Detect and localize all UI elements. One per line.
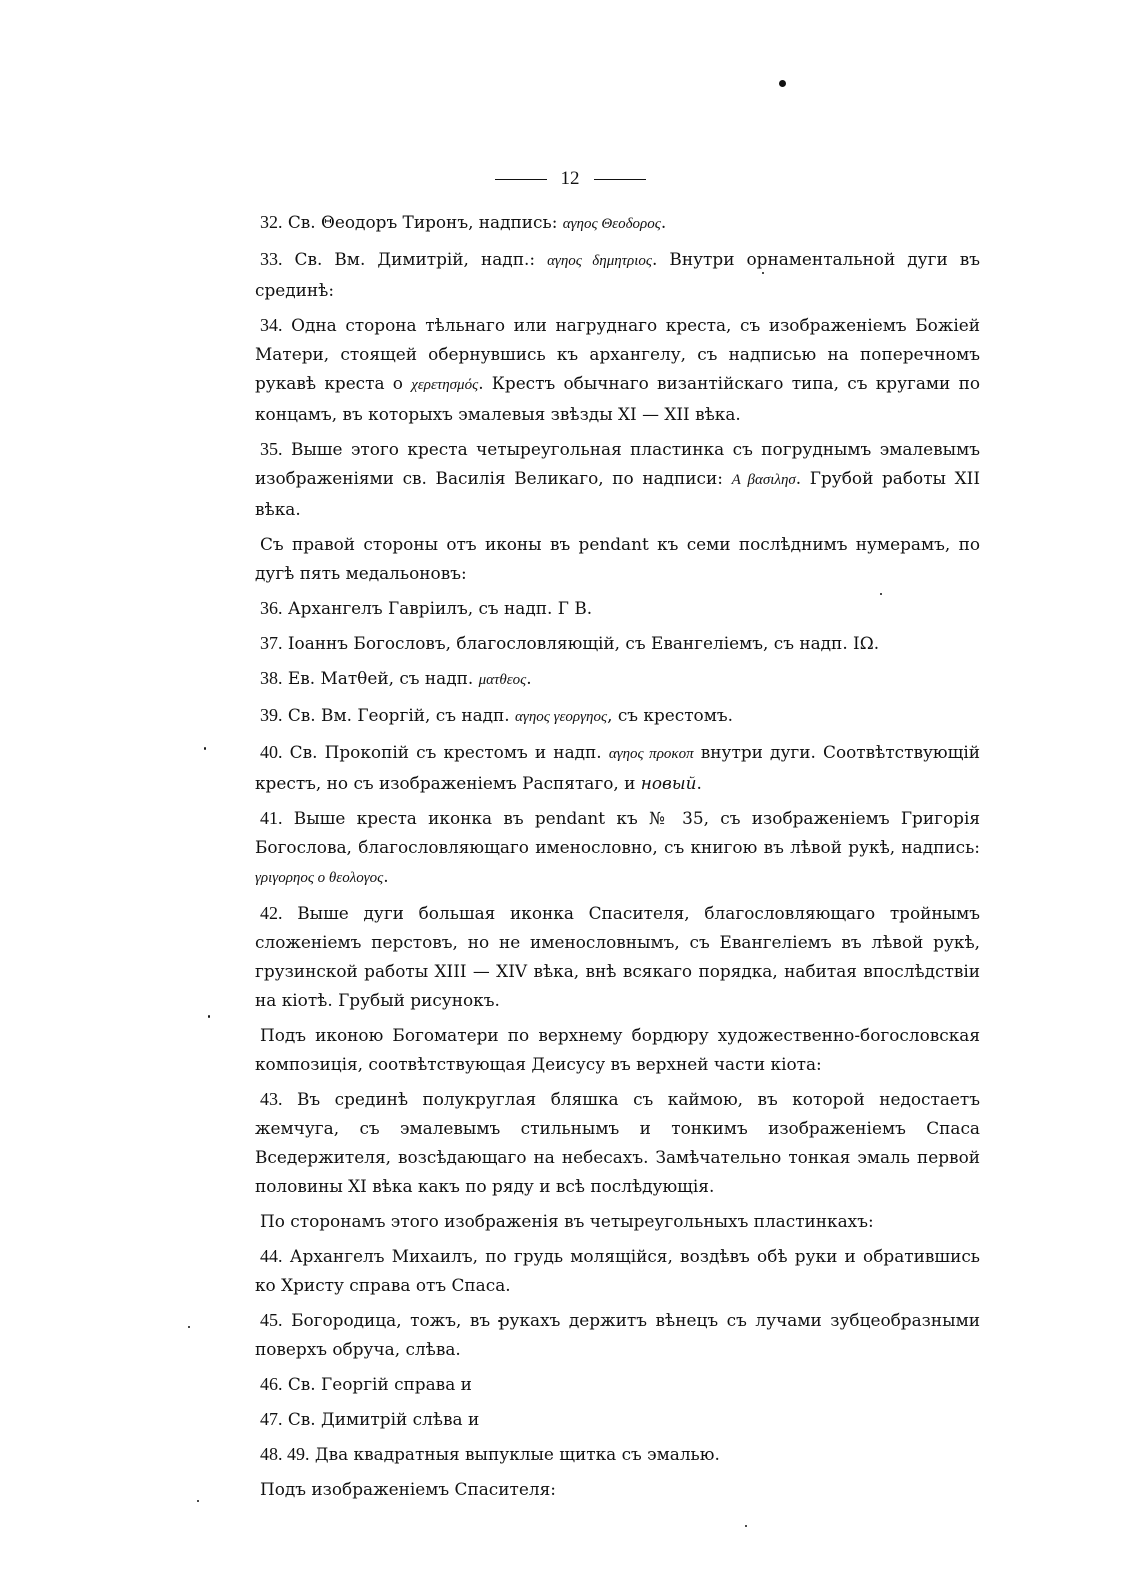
entry-number: 44. xyxy=(260,1246,283,1266)
entry-text: Архангелъ Гавріилъ, съ надп. Г В. xyxy=(287,598,593,618)
entry-text: По сторонамъ этого изображенія въ четыреугольныхъ пластинкахъ: xyxy=(260,1211,874,1231)
ink-speck xyxy=(197,1500,199,1502)
entry-text: Подъ иконою Богоматери по верхнему бордюру художественно-богословская композиція, соотвѣтствующая Деисусу въ верхней части кіота: xyxy=(255,1025,980,1074)
page-header xyxy=(0,168,1140,190)
entry-text: Архангелъ Михаилъ, по грудь молящійся, воздѣвъ обѣ руки и обратившись ко Христу справа отъ Спаса. xyxy=(255,1246,980,1295)
greek-inscription: αγηος Θεοδορος xyxy=(562,216,661,232)
greek-inscription: αγηος γεοργηος xyxy=(515,709,608,725)
greek-inscription: αγηος δημητριος xyxy=(547,253,653,269)
entry-number: 38. xyxy=(260,668,283,688)
entry-text: Съ правой стороны отъ иконы въ pendant къ семи послѣднимъ нумерамъ, по дугѣ пять медальоновъ: xyxy=(255,534,980,583)
entry-item xyxy=(255,311,980,429)
entry-number: 47. xyxy=(260,1409,283,1429)
entry-text: внутри дуги. Соотвѣтствующій крестъ, но съ изображеніемъ Распятаго, и xyxy=(255,742,980,793)
entry-number: 43. xyxy=(260,1089,283,1109)
section-paragraph xyxy=(255,530,980,588)
ink-speck xyxy=(779,80,786,87)
page-body xyxy=(255,208,980,1510)
entry-text: . xyxy=(660,212,667,232)
entry-item xyxy=(255,594,980,623)
entry-text: . Грубой работы XII вѣка. xyxy=(255,468,981,519)
entry-text: Выше дуги большая иконка Спасителя, благословляющаго тройнымъ сложеніемъ перстовъ, но не именословнымъ, съ Евангеліемъ въ лѣвой рукѣ, грузинской работы XIII — XIV вѣка, внѣ всякаго порядка, набитая впослѣдствіи на кіотѣ. Грубый рисунокъ. xyxy=(255,903,980,1010)
ink-speck xyxy=(208,1015,210,1018)
entry-item xyxy=(255,629,980,658)
entry-item xyxy=(255,664,980,695)
entry-number: 36. xyxy=(260,598,283,618)
entry-text: Ев. Матθей, съ надп. xyxy=(287,668,479,688)
entry-number: 33. xyxy=(260,249,283,269)
entry-text: Св. Вм. Георгій, съ надп. xyxy=(287,705,516,725)
entry-text: Св. Димитрій слѣва и xyxy=(287,1409,480,1429)
entry-text: Два квадратныя выпуклые щитка съ эмалью. xyxy=(314,1444,720,1464)
entry-item xyxy=(255,435,980,524)
entry-text: Іоаннъ Богословъ, благословляющій, съ Евангеліемъ, съ надп. ΙΩ. xyxy=(287,633,880,653)
entry-item xyxy=(255,738,980,798)
entry-item xyxy=(255,208,980,239)
entry-number: 35. xyxy=(260,439,283,459)
entry-text: Выше этого креста четыреугольная пластинка съ погруднымъ эмалевымъ изображеніями св. Василія Великаго, по надписи: xyxy=(255,439,980,488)
greek-inscription: χερετησμός xyxy=(411,377,479,393)
entry-number: 42. xyxy=(260,903,283,923)
header-rule-right xyxy=(594,179,646,180)
entry-item xyxy=(255,899,980,1015)
page-number: 12 xyxy=(560,168,580,189)
entry-number: 46. xyxy=(260,1374,283,1394)
entry-number: 32. xyxy=(260,212,283,232)
entry-text: . Внутри орнаментальной дуги въ срединѣ: xyxy=(255,249,980,300)
entry-item xyxy=(255,1242,980,1300)
entry-number: 48. 49. xyxy=(260,1444,310,1464)
entry-text: , съ крестомъ. xyxy=(607,705,733,725)
entry-text: Одна сторона тѣльнаго или нагруднаго креста, съ изображеніемъ Божіей Матери, стоящей обернувшись къ архангелу, съ надписью на поперечномъ рукавѣ креста о xyxy=(255,315,980,393)
entry-item xyxy=(255,245,980,305)
entry-item xyxy=(255,804,980,893)
entry-text: Св. Георгій справа и xyxy=(287,1374,472,1394)
entry-number: 39. xyxy=(260,705,283,725)
entry-number: 40. xyxy=(260,742,283,762)
entry-item xyxy=(255,1306,980,1364)
entry-item xyxy=(255,1370,980,1399)
entry-item xyxy=(255,1085,980,1201)
entry-text: Св. Прокопій съ крестомъ и надп. xyxy=(289,742,609,762)
section-paragraph xyxy=(255,1021,980,1079)
entry-text: . Крестъ обычнаго византійскаго типа, съ кругами по концамъ, въ которыхъ эмалевыя звѣзды XI — XII вѣка. xyxy=(255,373,980,424)
greek-inscription: αγηος προκοπ xyxy=(608,746,694,762)
entry-text: Богородица, тожъ, въ рукахъ держитъ вѣнецъ съ лучами зубцеобразными поверхъ обруча, слѣва. xyxy=(255,1310,980,1359)
entry-number: 41. xyxy=(260,808,283,828)
section-paragraph xyxy=(255,1207,980,1236)
entry-text: Св. Θеодоръ Тиронъ, надпись: xyxy=(287,212,563,232)
entry-text: Св. Вм. Димитрій, надп.: xyxy=(294,249,548,269)
entry-text: . xyxy=(526,668,532,688)
greek-inscription: ματθεος xyxy=(478,672,527,688)
entry-item xyxy=(255,1405,980,1434)
section-paragraph xyxy=(255,1475,980,1504)
entry-number: 34. xyxy=(260,315,283,335)
ink-speck xyxy=(204,747,206,750)
greek-inscription: Α βασιλησ xyxy=(731,472,796,488)
entry-text: Въ срединѣ полукруглая бляшка съ каймою, въ которой недостаетъ жемчуга, съ эмалевымъ стильнымъ и тонкимъ изображеніемъ Спаса Вседержителя, возсѣдающаго на небесахъ. Замѣчательно тонкая эмаль первой половины XI вѣка какъ по ряду и всѣ послѣдующія. xyxy=(255,1089,981,1196)
entry-item xyxy=(255,1440,980,1469)
entry-text: Выше креста иконка въ pendant къ № 35, съ изображеніемъ Григорія Богослова, благословляющаго именословно, съ книгою въ лѣвой рукѣ, надпись: xyxy=(255,808,980,857)
header-rule-left xyxy=(495,179,547,180)
entry-number: 37. xyxy=(260,633,283,653)
entry-item xyxy=(255,701,980,732)
entry-text: . xyxy=(383,866,389,886)
entry-number: 45. xyxy=(260,1310,283,1330)
entry-text: . xyxy=(696,773,702,793)
ink-speck xyxy=(188,1326,190,1328)
entry-text: Подъ изображеніемъ Спасителя: xyxy=(260,1479,556,1499)
italic-text: новый xyxy=(640,773,697,793)
ink-speck xyxy=(745,1525,747,1527)
greek-inscription: γριγορηος ο θεολογος xyxy=(255,870,384,886)
